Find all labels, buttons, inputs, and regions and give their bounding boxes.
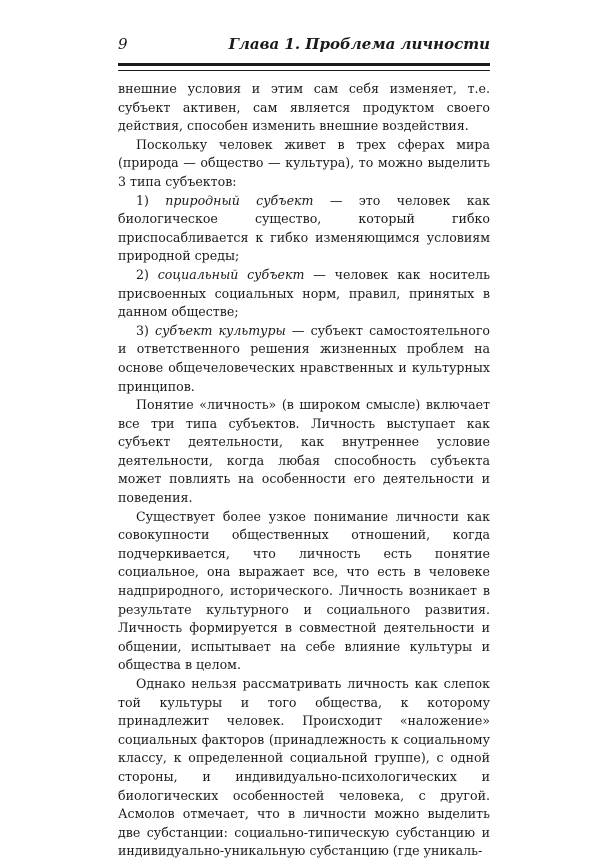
body-text	[118, 80, 490, 861]
header-rule-thin	[118, 70, 490, 71]
paragraph-text: Понятие «личность» (в широком смысле) включает все три типа субъектов. Личность выступает как субъект деятельности, как внутреннее условие деятельности, когда любая способность субъекта может повлиять на особенности его деятельности и поведения.	[118, 397, 490, 506]
list-item-text: — субъект самостоятельного и ответственного решения жизненных проблем на основе общечеловеческих нравственных и культурных принципов.	[118, 322, 491, 394]
paragraph-continued	[118, 80, 490, 136]
paragraph-personality-concept	[118, 396, 490, 508]
paragraph-text: Однако нельзя рассматривать личность как слепок той культуры и того общества, к которому принадлежит человек. Происходит «наложение» социальных факторов (принадлежность к социальному классу, к определенной социальной группе), с одной стороны, и индивидуально-психологических и биологических особенностей человека, с другой. Асмолов отмечает, что в личности можно выделить две субстанции: социально-типическую субстанцию и индивидуально-уникальную субстанцию (где уникаль-	[118, 676, 490, 859]
list-item-culture-subject	[118, 322, 490, 396]
term-culture-subject: субъект культуры	[155, 322, 286, 338]
page-number: 9	[118, 35, 128, 53]
list-item-number: 1)	[136, 192, 166, 208]
list-item-natural-subject	[118, 192, 490, 266]
list-item-text: — это человек как биологическое существо, который гибко приспосабливается к гибко изменяющимся условиям природной среды;	[118, 192, 490, 264]
paragraph-text: Существует более узкое понимание личности как совокупности общественных отношений, когда подчеркивается, что личность есть понятие социальное, она выражает все, что есть в человеке надприродного, исторического. Личность возникает в результате культурного и социального развития. Личность формируется в совместной деятельности и общении, испытывает на себе влияние культуры и общества в целом.	[118, 508, 490, 673]
term-natural-subject: природный субъект	[165, 192, 314, 208]
paragraph-text: Поскольку человек живет в трех сферах мира (природа — общество — культура), то можно выделить 3 типа субъектов:	[118, 136, 490, 189]
paragraph-narrow-understanding	[118, 508, 490, 675]
list-item-social-subject	[118, 266, 490, 322]
list-item-number: 3)	[136, 322, 156, 338]
list-item-text: — человек как носитель присвоенных социальных норм, правил, принятых в данном обществе;	[118, 266, 490, 320]
term-social-subject: социальный субъект	[157, 266, 305, 282]
running-head	[118, 34, 490, 56]
paragraph-subject-types-intro	[118, 136, 490, 192]
list-item-number: 2)	[136, 266, 158, 282]
header-rule-thick	[118, 63, 490, 66]
paragraph-text: внешние условия и этим сам себя изменяет, т.е. субъект активен, сам является продуктом своего действия, способен изменить внешние воздействия.	[118, 81, 490, 134]
chapter-title: Глава 1. Проблема личности	[228, 35, 490, 53]
paragraph-asmolov	[118, 675, 490, 861]
